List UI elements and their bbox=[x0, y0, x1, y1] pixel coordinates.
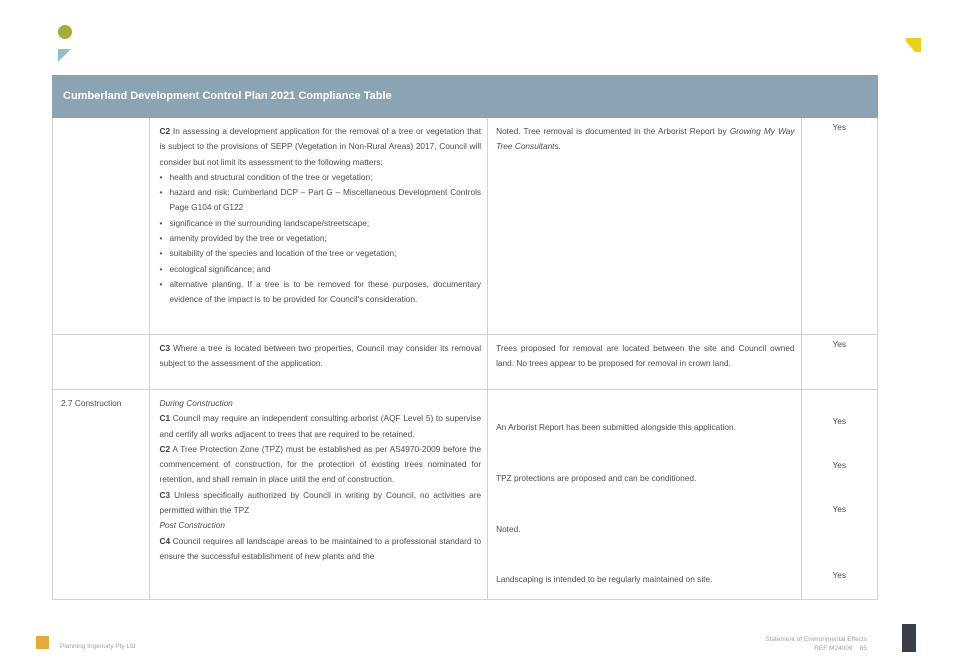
control-cell bbox=[150, 118, 488, 335]
control-c2-text: C2 A Tree Protection Zone (TPZ) must be established as per AS4970-2009 before the commencement of construction, for the protection of existing trees nominated for retention, and shall remain in place until the end of construction. bbox=[159, 443, 482, 485]
response-cell bbox=[488, 335, 802, 390]
control-c3-text: C3 Where a tree is located between two properties, Council may consider its removal subject to the assessment of the application. bbox=[159, 343, 482, 369]
compliance-value: Yes bbox=[832, 570, 847, 580]
list-item: • significance in the surrounding landscape/streetscape; bbox=[159, 216, 481, 231]
section-cell bbox=[53, 335, 150, 390]
response-c2: TPZ protections are proposed and can be conditioned. bbox=[496, 473, 697, 483]
footer-ref: REF M24009 bbox=[814, 645, 853, 652]
footer-page-number: 85 bbox=[859, 645, 867, 652]
control-c4-text: C4 Council requires all landscape areas to be maintained to a professional standard to ensure the successful establishment of new plants and the bbox=[159, 535, 482, 561]
footer-doc-info bbox=[765, 635, 867, 653]
section-cell bbox=[53, 118, 150, 335]
during-construction-heading: During Construction bbox=[159, 398, 233, 408]
list-item: • hazard and risk; Cumberland DCP – Part G – Miscellaneous Development Controls Page G104 of G122 bbox=[159, 185, 481, 216]
decorative-yellow-corner bbox=[906, 38, 921, 52]
response-cell bbox=[488, 118, 802, 335]
table-row bbox=[53, 335, 878, 390]
compliance-value: Yes bbox=[832, 460, 847, 470]
control-cell bbox=[150, 335, 488, 390]
response-text: Trees proposed for removal are located between the site and Council owned land. No trees appear to be proposed for removal in crown land. bbox=[496, 343, 795, 369]
list-item: • health and structural condition of the tree or vegetation; bbox=[159, 170, 481, 185]
footer-dark-bar bbox=[902, 624, 916, 652]
control-c2-bullets bbox=[159, 170, 481, 308]
control-cell bbox=[150, 390, 488, 600]
response-c3: Noted. bbox=[496, 524, 521, 534]
decorative-teal-triangle bbox=[58, 49, 71, 62]
control-c2-text: C2 In assessing a development application for the removal of a tree or vegetation that is subject to the provisions of SEPP (Vegetation in Non-Rural Areas) 2017, Council will consider but not limit its assessment to the following matters: bbox=[159, 126, 482, 167]
footer-doc-title: Statement of Environmental Effects bbox=[765, 636, 867, 643]
footer-company: Planning Ingenuity Pty Ltd bbox=[60, 643, 136, 650]
control-c3-text: C3 Unless specifically authorized by Council in writing by Council, no activities are permitted within the TPZ bbox=[159, 489, 482, 516]
compliance-table bbox=[52, 75, 878, 600]
table-row bbox=[53, 390, 878, 600]
footer-logo-square bbox=[36, 636, 49, 649]
response-text: Noted. Tree removal is documented in the Arborist Report by Growing My Way Tree Consultants. bbox=[496, 126, 795, 152]
list-item: • suitability of the species and location of the tree or vegetation; bbox=[159, 246, 481, 261]
table-title: Cumberland Development Control Plan 2021 Compliance Table bbox=[53, 76, 878, 118]
compliance-value: Yes bbox=[832, 416, 847, 426]
compliance-value: Yes bbox=[832, 339, 847, 349]
response-c4: Landscaping is intended to be regularly maintained on site. bbox=[496, 574, 713, 584]
decorative-green-dot bbox=[58, 25, 72, 39]
response-c1: An Arborist Report has been submitted alongside this application. bbox=[496, 422, 736, 432]
compliance-cell bbox=[801, 335, 877, 390]
compliance-value: Yes bbox=[832, 122, 847, 132]
list-item: • alternative planting. If a tree is to be removed for these purposes, documentary evidence of the impact is to be provided for Council's consideration. bbox=[159, 277, 481, 308]
list-item: • ecological significance; and bbox=[159, 262, 481, 277]
section-label: 2.7 Construction bbox=[61, 398, 122, 408]
section-cell bbox=[53, 390, 150, 600]
post-construction-heading: Post Construction bbox=[159, 520, 225, 531]
response-cell bbox=[488, 390, 802, 600]
compliance-cell bbox=[801, 118, 877, 335]
control-c1-text: C1 Council may require an independent consulting arborist (AQF Level 5) to supervise and certify all works adjacent to trees that are required to be retained. bbox=[159, 413, 482, 439]
compliance-table-container bbox=[52, 75, 878, 600]
list-item: • amenity provided by the tree or vegetation; bbox=[159, 231, 481, 246]
table-row bbox=[53, 118, 878, 335]
compliance-cell bbox=[801, 390, 877, 600]
compliance-value: Yes bbox=[832, 504, 847, 514]
